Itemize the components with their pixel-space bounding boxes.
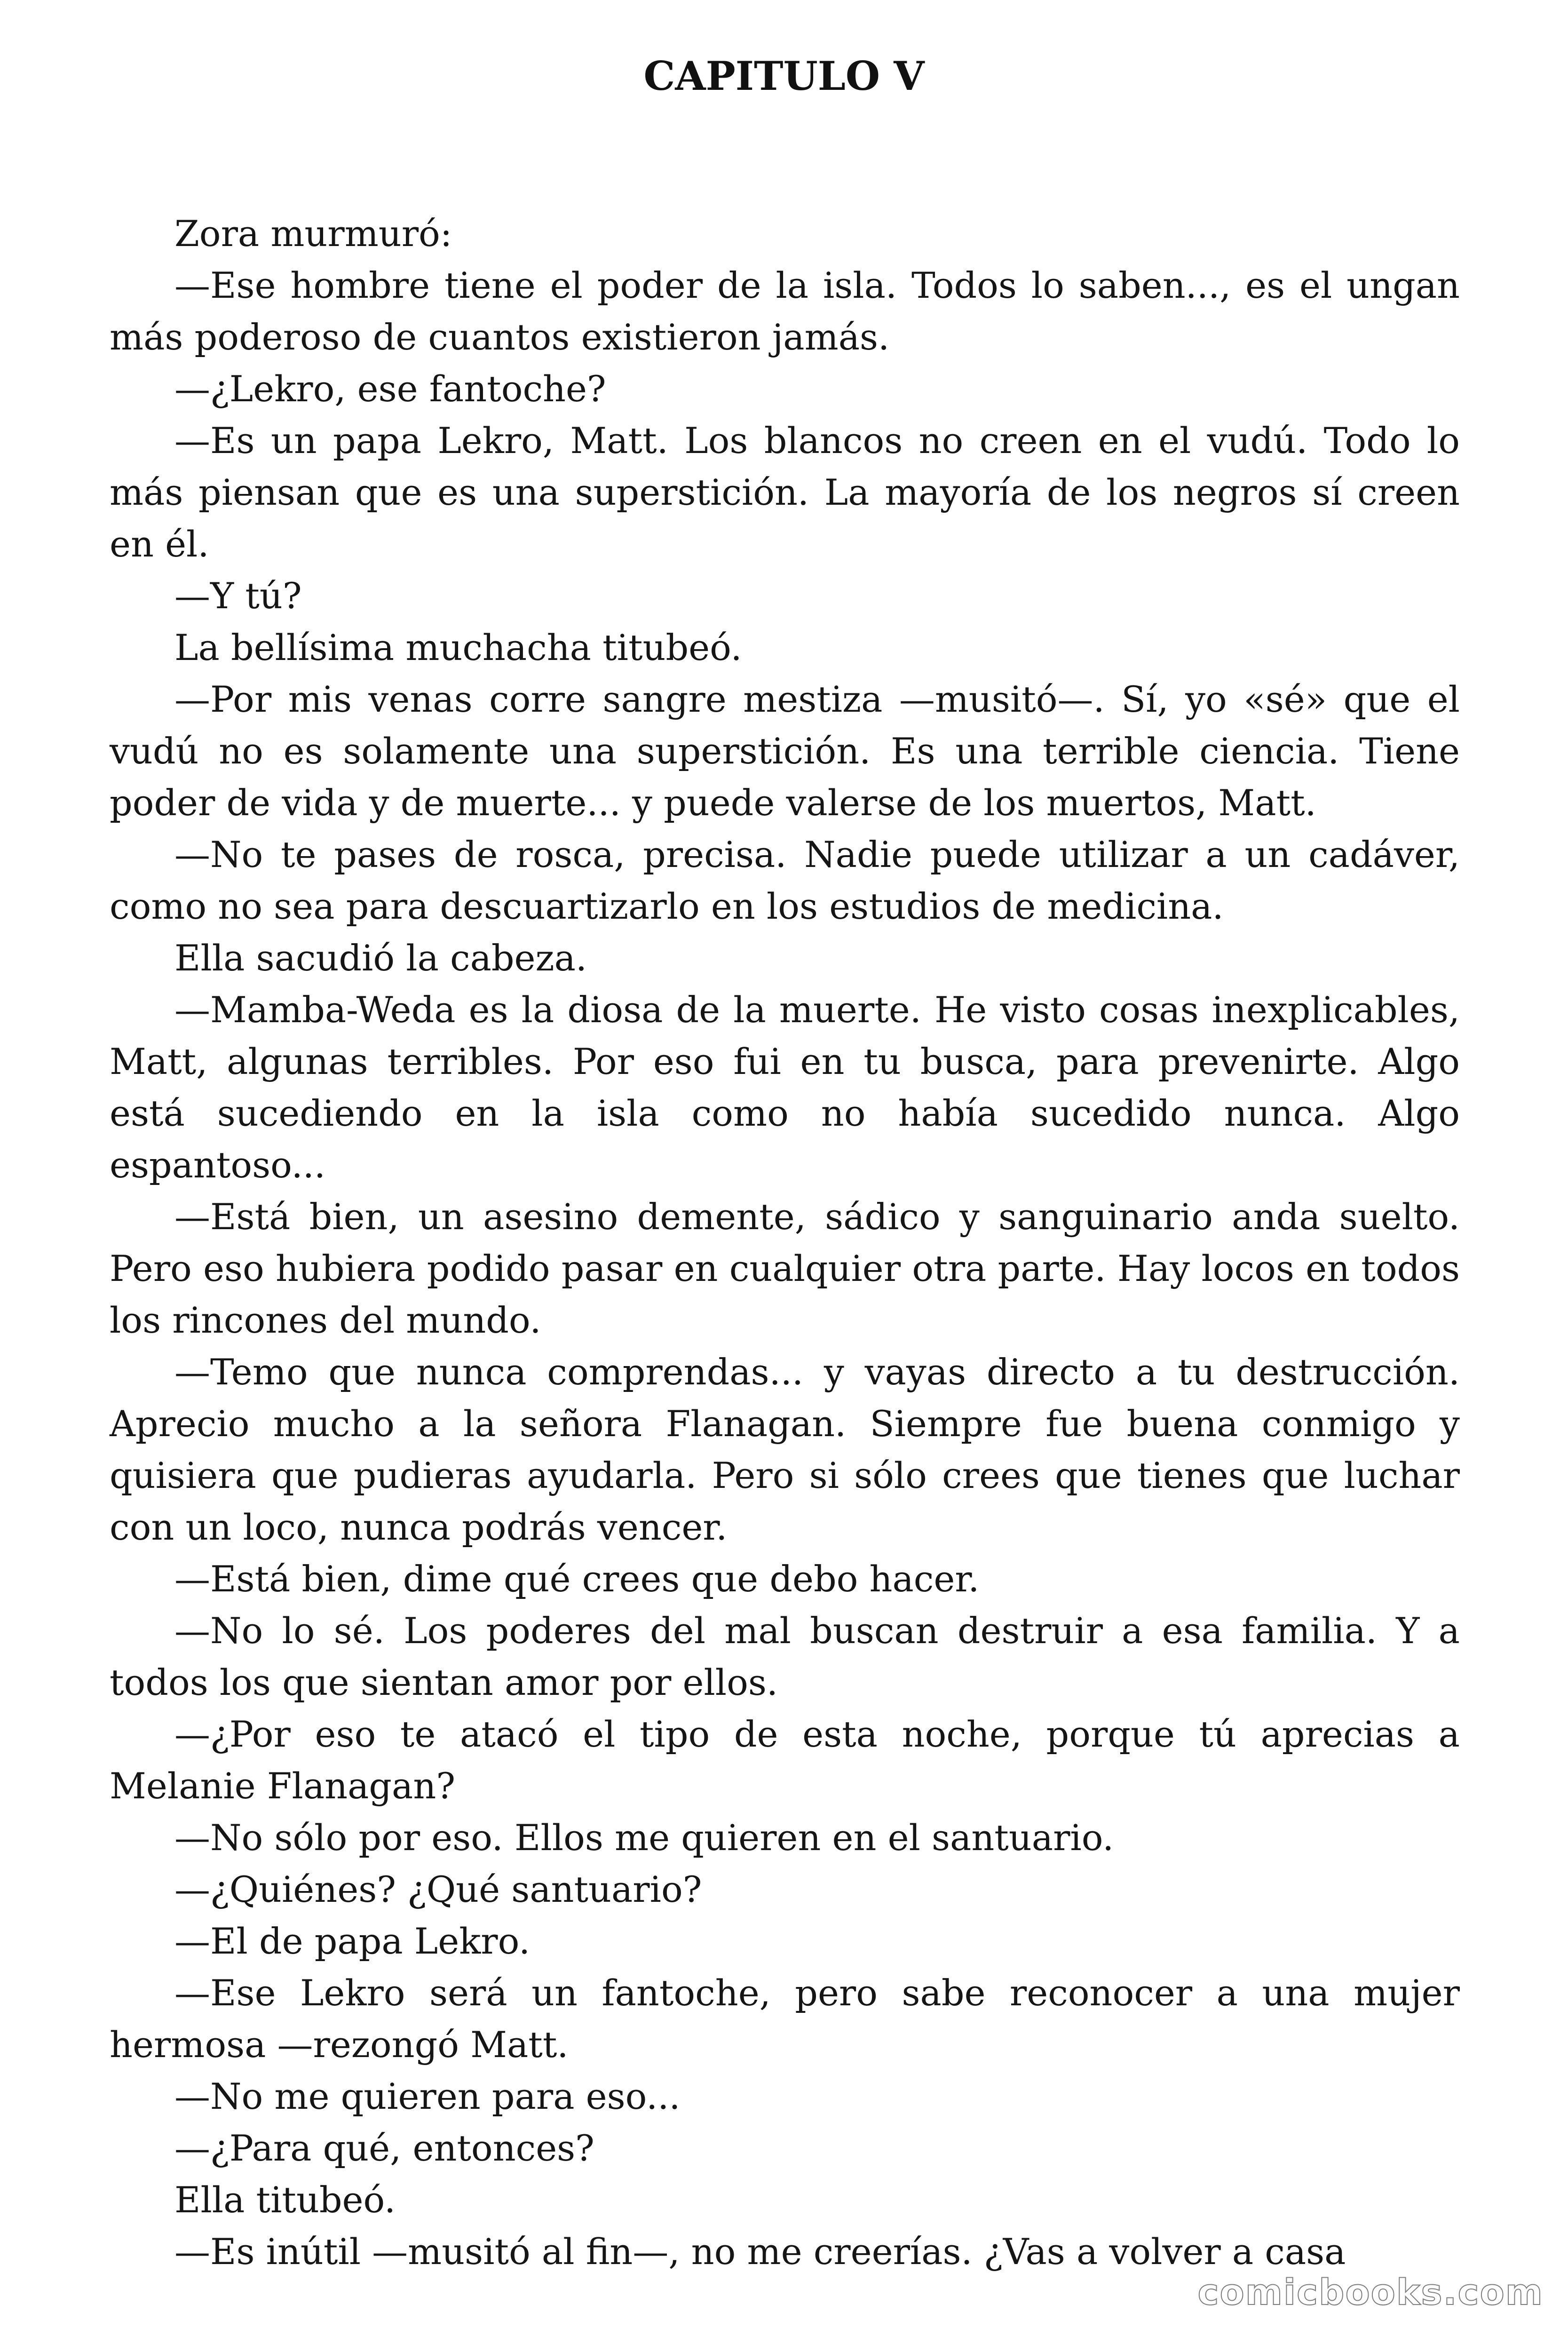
paragraph: —No sólo por eso. Ellos me quieren en el santuario. — [174, 1817, 1114, 1859]
paragraph: La bellísima muchacha titubeó. — [174, 627, 742, 668]
body-text — [110, 208, 1460, 2278]
paragraph: —El de papa Lekro. — [174, 1920, 531, 1962]
paragraph: —¿Por eso te atacó el tipo de esta noche, porque tú aprecias a Melanie Flanagan? — [110, 1713, 1460, 1807]
paragraph: —No te pases de rosca, precisa. Nadie puede utilizar a un cadáver, como no sea para descuartizarlo en los estudios de medicina. — [110, 834, 1460, 927]
paragraph: —No lo sé. Los poderes del mal buscan destruir a esa familia. Y a todos los que sientan amor por ellos. — [110, 1610, 1460, 1703]
paragraph: —Es un papa Lekro, Matt. Los blancos no creen en el vudú. Todo lo más piensan que es una superstición. La mayoría de los negros sí creen en él. — [110, 420, 1460, 565]
paragraph: —¿Lekro, ese fantoche? — [174, 368, 606, 410]
paragraph: Ella titubeó. — [174, 2179, 396, 2221]
paragraph: —Ese hombre tiene el poder de la isla. Todos lo saben..., es el ungan más poderoso de cuantos existieron jamás. — [110, 264, 1460, 358]
chapter-title: CAPITULO V — [643, 53, 925, 99]
paragraph: —Ese Lekro será un fantoche, pero sabe reconocer a una mujer hermosa —rezongó Matt. — [110, 1972, 1460, 2066]
paragraph: —Está bien, un asesino demente, sádico y sanguinario anda suelto. Pero eso hubiera podido pasar en cualquier otra parte. Hay locos en todos los rincones del mundo. — [110, 1196, 1460, 1341]
paragraph: —Y tú? — [174, 575, 302, 617]
paragraph: —Es inútil —musitó al fin—, no me creerías. ¿Vas a volver a casa — [174, 2231, 1346, 2273]
paragraph: —Está bien, dime qué crees que debo hacer. — [174, 1558, 980, 1600]
paragraph: Zora murmuró: — [174, 213, 452, 254]
paragraph: —No me quieren para eso... — [174, 2075, 681, 2117]
paragraph: —¿Quiénes? ¿Qué santuario? — [174, 1868, 702, 1910]
watermark: comicbooks.com — [1197, 2271, 1544, 2313]
paragraph: —¿Para qué, entonces? — [174, 2127, 594, 2169]
paragraph: —Por mis venas corre sangre mestiza —musitó—. Sí, yo «sé» que el vudú no es solamente una superstición. Es una terrible ciencia. Tiene poder de vida y de muerte... y puede valerse de los muertos, Matt. — [110, 678, 1460, 824]
paragraph: —Temo que nunca comprendas... y vayas directo a tu destrucción. Aprecio mucho a la señora Flanagan. Siempre fue buena conmigo y quisiera que pudieras ayudarla. Pero si sólo crees que tienes que luchar con un loco, nunca podrás vencer. — [110, 1351, 1460, 1548]
paragraph: Ella sacudió la cabeza. — [174, 937, 587, 979]
paragraph: —Mamba-Weda es la diosa de la muerte. He visto cosas inexplicables, Matt, algunas terribles. Por eso fui en tu busca, para prevenirte. Algo está sucediendo en la isla como no había sucedido nunca. Algo espantoso... — [110, 989, 1460, 1186]
